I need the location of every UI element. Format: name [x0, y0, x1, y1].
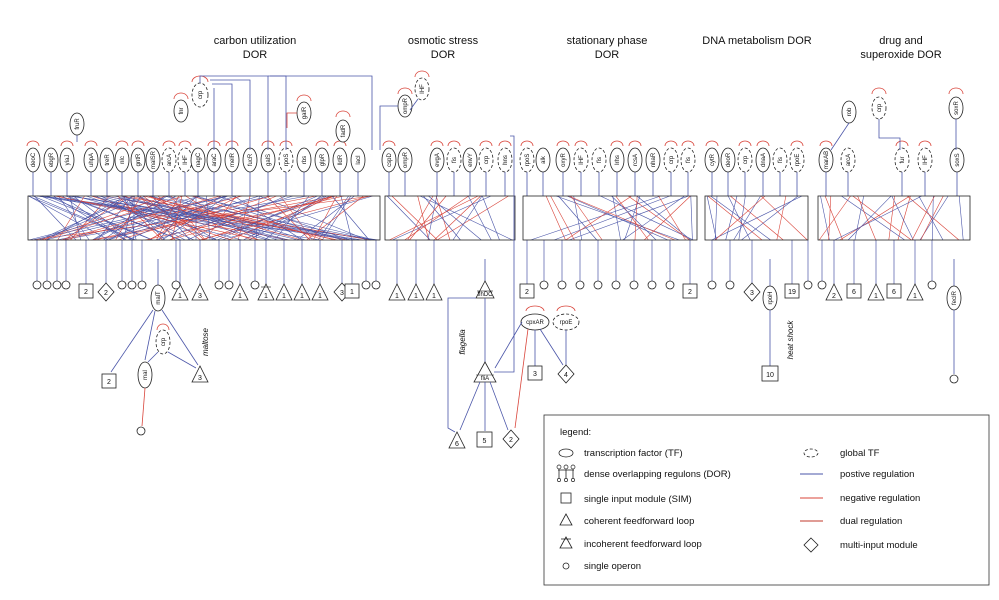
dor-edge — [889, 196, 895, 240]
legend-dual-label: dual regulation — [840, 516, 903, 527]
tf-stationary-0-label: rpoS — [525, 153, 531, 167]
dor-edge — [468, 196, 491, 240]
heading-carbon-line2: DOR — [242, 49, 268, 61]
module-count: 2 — [832, 293, 836, 300]
module-count: 1 — [178, 293, 182, 300]
module-count: 1 — [264, 293, 268, 300]
tf-dna-4-label: fis — [778, 157, 784, 163]
operon-carbon — [251, 281, 259, 289]
tf-carbon-5-label: nlc — [120, 156, 126, 164]
legend-global-tf-label: global TF — [840, 448, 880, 459]
dor-edge — [387, 196, 430, 240]
autoregulation-arc — [521, 141, 533, 146]
tf-cpxAR-label: cpxAR — [526, 320, 544, 326]
legend-positive-label: postive regulation — [840, 469, 915, 480]
dor-edge — [659, 196, 686, 240]
tf-carbon-11-label: araC — [212, 153, 218, 167]
module-count: 1 — [318, 293, 322, 300]
legend-global-tf-icon — [804, 449, 818, 457]
tf-stationary-7-label: nhaR — [651, 152, 657, 168]
autoregulation-arc — [431, 141, 443, 146]
dor-block-dna — [705, 141, 812, 301]
network-edges — [28, 172, 963, 284]
sim-heat-shock-count: 10 — [766, 372, 774, 379]
flagella-subnetwork — [448, 136, 579, 448]
node-fliA-label: fliA — [480, 376, 490, 382]
legend-title: legend: — [560, 427, 592, 438]
autoregulation-arc — [739, 141, 751, 146]
tf-carbon-0-label: deoC — [31, 152, 37, 168]
operon-carbon — [215, 281, 223, 289]
tf-stationary-6-label: rcsA — [633, 154, 639, 166]
autoregulation-arc — [791, 141, 803, 146]
dor-edge — [635, 196, 637, 240]
upper-regulators — [70, 71, 963, 150]
autoregulation-arc — [706, 141, 718, 146]
tf-osmotic-3-label: fis — [452, 157, 458, 163]
label-maltose: maltose — [201, 327, 210, 357]
operon-stationary — [666, 281, 674, 289]
autoregulation-arc — [179, 141, 191, 146]
dor-edge — [741, 196, 798, 240]
operon-stationary — [648, 281, 656, 289]
autoregulation-arc — [557, 141, 569, 146]
dor-edge — [637, 196, 691, 240]
tf-crp-global-label: crp — [198, 90, 204, 100]
autoregulation-arc — [629, 141, 641, 146]
operon-carbon — [33, 281, 41, 289]
heading-carbon-line1: carbon utilization — [213, 35, 297, 47]
tf-dna-5-label: rpoE — [795, 153, 801, 167]
tf-rpoE-lower-label: rpoE — [559, 320, 573, 326]
tf-stationary-2-label: oxyR — [561, 153, 567, 167]
legend — [544, 415, 989, 585]
module-count: 2 — [525, 289, 529, 296]
tf-osmotic-2-label: evgA — [435, 153, 441, 167]
dor-box-osmotic — [385, 196, 515, 240]
tf-drug-3-label: IHF — [923, 155, 929, 165]
tf-carbon-4-label: treR — [105, 154, 111, 166]
sim-cpxAR-count: 3 — [533, 371, 537, 378]
operon-stationary — [612, 281, 620, 289]
legend-mim-label: multi-input module — [840, 540, 918, 551]
tf-drug-0-label: marAB — [824, 150, 830, 170]
tf-IHF-top-label: IHF — [420, 84, 426, 94]
tf-carbon-2-label: yiaJ — [65, 154, 71, 166]
mim-cpxAR-count: 4 — [564, 372, 568, 379]
heading-stationary-line1: stationary phase — [566, 35, 648, 47]
operon-stationary — [558, 281, 566, 289]
dor-edge — [959, 196, 963, 240]
mim-flagella-count: 2 — [509, 437, 513, 444]
module-count: 1 — [300, 293, 304, 300]
module-count: 1 — [282, 293, 286, 300]
dor-edge — [707, 196, 716, 240]
autoregulation-arc — [575, 141, 587, 146]
tf-stationary-4-label: fis — [597, 157, 603, 163]
module-count: 2 — [688, 289, 692, 296]
module-count: 2 — [104, 290, 108, 297]
tf-stationary-1-label: alk — [541, 156, 547, 164]
tf-carbon-6-label: gntR — [136, 153, 142, 167]
module-count: 3 — [750, 290, 754, 297]
autoregulation-arc — [896, 141, 908, 146]
autoregulation-arc — [383, 141, 395, 146]
tf-ompR-label: ompR — [403, 97, 409, 115]
autoregulation-arc — [757, 141, 769, 146]
legend-cffl-label: coherent feedforward loop — [584, 516, 695, 527]
operon-carbon — [62, 281, 70, 289]
tf-osmotic-4-label: envY — [468, 153, 474, 167]
heat-shock-subnetwork — [762, 259, 795, 381]
tf-fadR-label: fadR — [341, 124, 347, 138]
tf-galR-label: galR — [302, 106, 308, 120]
tf-stationary-5-label: lrhs — [615, 155, 621, 165]
heading-dna: DNA metabolism DOR — [702, 35, 812, 47]
dor-edge — [921, 196, 944, 240]
operon-carbon — [172, 281, 180, 289]
tf-stationary-8-label: crp — [669, 155, 675, 165]
dor-edge — [848, 196, 891, 240]
heading-osmotic-line2: DOR — [430, 49, 456, 61]
tf-crp-drug-label: crp — [877, 103, 883, 113]
module-count: 3 — [340, 290, 344, 297]
fecIR-subnetwork — [947, 259, 961, 383]
dor-edge — [531, 196, 661, 240]
autoregulation-arc — [116, 141, 128, 146]
legend-sim-label: single input module (SIM) — [584, 494, 692, 505]
module-count: 1 — [238, 293, 242, 300]
dor-block-carbon — [26, 141, 380, 301]
dor-edge — [644, 196, 690, 240]
tf-dna-3-label: dnaA — [761, 152, 767, 168]
tf-osmotic-0-label: cspD — [387, 153, 393, 167]
tf-dna-2-label: crp — [743, 155, 749, 165]
tf-carbon-10-label: nagC — [196, 152, 202, 168]
operon-stationary — [540, 281, 548, 289]
dor-edge — [761, 196, 807, 240]
tf-carbon-16-label: rbs — [302, 155, 308, 165]
tf-crp-maltose-label: crp — [161, 337, 167, 347]
operon-carbon — [53, 281, 61, 289]
label-heat-shock: heat shock — [786, 320, 795, 360]
operon-mal — [137, 427, 145, 435]
module-count: 2 — [84, 289, 88, 296]
tf-carbon-8-label: arcA — [167, 153, 173, 167]
operon-dna — [726, 281, 734, 289]
autoregulation-arc — [480, 141, 492, 146]
dor-edge — [569, 196, 688, 240]
autoregulation-arc — [499, 141, 511, 146]
operon-stationary — [576, 281, 584, 289]
sim-flagella-count: 5 — [482, 438, 487, 445]
operon-drug — [928, 281, 936, 289]
tf-carbon-7-label: malSR — [151, 150, 157, 170]
tf-fecIR-label: fecIR — [952, 290, 958, 306]
tf-fnr-label: fnr — [179, 107, 185, 115]
module-count: 6 — [892, 289, 896, 296]
legend-tf-icon — [559, 449, 573, 457]
tf-stationary-3-label: IHF — [579, 155, 585, 165]
module-count: 3 — [198, 293, 202, 300]
dor-edge — [600, 196, 693, 240]
tf-carbon-15-label: rpoS — [284, 153, 290, 167]
ffl-flagella-count: 6 — [455, 441, 459, 448]
operon-drug — [818, 281, 826, 289]
autoregulation-arc — [85, 141, 97, 146]
legend-operon-icon — [563, 563, 569, 569]
dor-edge — [711, 196, 771, 240]
tf-rpoH-label: rpoH — [768, 291, 774, 305]
tf-carbon-17-label: glpR — [320, 153, 326, 167]
node-flhDC-label: flhDC — [477, 292, 493, 298]
autoregulation-arc — [820, 141, 832, 146]
module-count: 1 — [874, 293, 878, 300]
tf-malT-label: malT — [156, 291, 162, 305]
autoregulation-arc — [61, 141, 73, 146]
dor-edge — [819, 196, 850, 240]
legend-operon-label: single operon — [584, 561, 642, 572]
operon-fecIR — [950, 375, 958, 383]
dor-edge — [855, 196, 864, 240]
autoregulation-arc — [448, 141, 460, 146]
tf-carbon-19-label: lacI — [356, 155, 362, 165]
autoregulation-arc — [316, 141, 328, 146]
tf-osmotic-6-label: hns — [503, 155, 509, 165]
tf-carbon-18-label: lldR — [338, 154, 344, 166]
module-count: 1 — [913, 293, 917, 300]
dor-edge — [136, 196, 271, 240]
dor-edge — [829, 196, 831, 240]
heading-osmotic-line1: osmotic stress — [407, 35, 479, 47]
legend-sim-icon — [561, 493, 571, 503]
tf-drug-2-label: fur — [900, 156, 906, 164]
legend-negative-label: negative regulation — [840, 493, 921, 504]
dor-edge — [574, 196, 582, 240]
operon-carbon — [128, 281, 136, 289]
tf-carbon-1-label: ebgR — [49, 152, 55, 168]
tf-mal-label: mal — [143, 370, 149, 380]
section-headings — [214, 35, 942, 61]
module-count: 1 — [350, 289, 354, 296]
heading-drug-line1: drug and — [879, 35, 923, 47]
dor-edge — [835, 196, 922, 240]
tf-osmotic-5-label: crp — [484, 155, 490, 165]
dor-edge — [821, 196, 830, 240]
module-count: 6 — [852, 289, 856, 296]
tf-rob-label: rob — [847, 107, 853, 117]
heading-stationary-line2: DOR — [594, 49, 620, 61]
autoregulation-arc — [132, 141, 144, 146]
tf-carbon-9-label: IHF — [183, 155, 189, 165]
label-flagella: flagella — [458, 329, 467, 355]
sim-maltose-count: 2 — [107, 379, 111, 386]
operon-carbon — [43, 281, 51, 289]
tf-soxR-label: soxR — [954, 101, 960, 115]
autoregulation-arc — [919, 141, 931, 146]
tf-drug-4-label: soxS — [955, 153, 961, 167]
module-count: 1 — [432, 293, 436, 300]
module-count: 19 — [788, 289, 796, 296]
autoregulation-arc — [611, 141, 623, 146]
tf-carbon-12-label: melR — [230, 152, 236, 168]
operon-stationary — [630, 281, 638, 289]
autoregulation-arc — [665, 141, 677, 146]
operon-carbon — [118, 281, 126, 289]
dor-edge — [691, 196, 693, 240]
operon-carbon — [138, 281, 146, 289]
operon-dna — [804, 281, 812, 289]
tf-dna-1-label: deoR — [726, 152, 732, 168]
operon-carbon — [372, 281, 380, 289]
dor-edge — [297, 196, 354, 240]
dor-edge — [482, 196, 499, 240]
autoregulation-arc — [27, 141, 39, 146]
tf-drug-1-label: arcA — [846, 153, 852, 167]
autoregulation-arc — [163, 141, 175, 146]
tf-carbon-14-label: galS — [266, 153, 272, 167]
operon-carbon — [225, 281, 233, 289]
tf-fruR-label: fruR — [75, 118, 81, 130]
operon-carbon — [362, 281, 370, 289]
tf-carbon-3-label: uhpA — [89, 152, 95, 168]
legend-tf-label: transcription factor (TF) — [584, 448, 683, 459]
tf-dna-0-label: cytR — [710, 154, 716, 166]
module-count: 1 — [395, 293, 399, 300]
operon-dna — [708, 281, 716, 289]
dor-edge — [825, 196, 843, 240]
legend-iffl-label: incoherent feedforward loop — [584, 539, 702, 550]
tf-stationary-9-label: fis — [686, 157, 692, 163]
operon-stationary — [594, 281, 602, 289]
heading-drug-line2: superoxide DOR — [860, 49, 942, 61]
dor-block-osmotic — [382, 141, 515, 300]
dor-edge — [436, 196, 450, 240]
module-count: 1 — [414, 293, 418, 300]
ffl-maltose-count: 3 — [198, 375, 202, 382]
autoregulation-arc — [682, 141, 694, 146]
tf-osmotic-1-label: ompR — [403, 151, 409, 169]
dor-edge — [418, 196, 429, 240]
tf-carbon-13-label: fucR — [248, 153, 254, 167]
legend-dor-label: dense overlapping regulons (DOR) — [584, 469, 731, 480]
